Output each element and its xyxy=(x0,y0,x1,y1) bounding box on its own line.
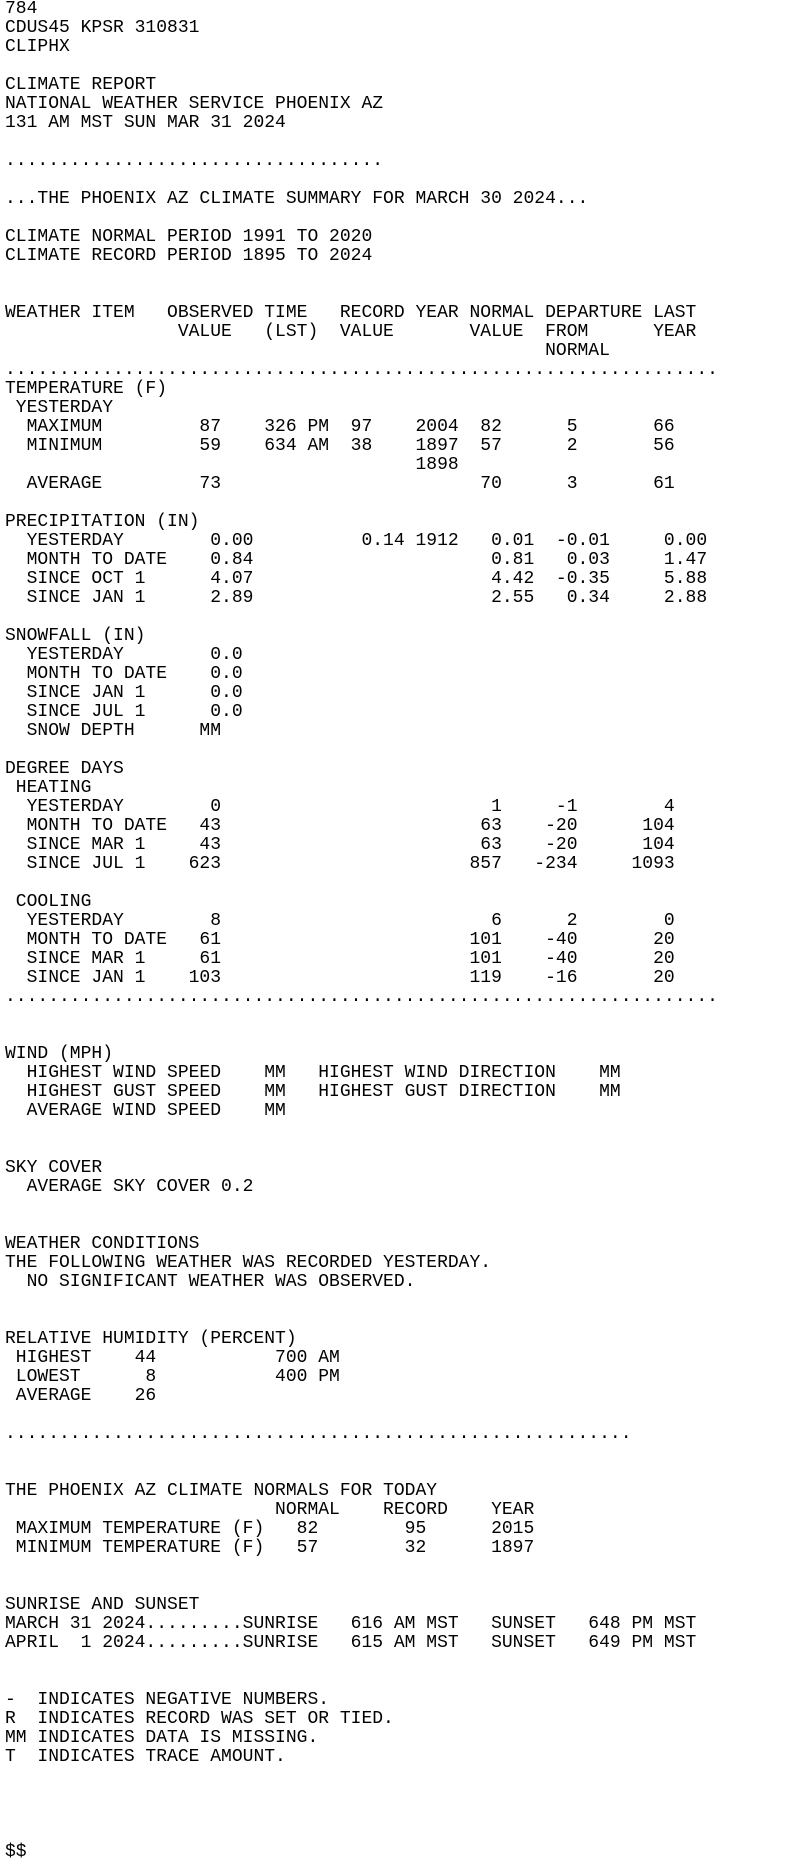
report-line: SUNRISE AND SUNSET xyxy=(5,1595,200,1615)
report-line xyxy=(5,1577,718,1596)
report-line: MINIMUM TEMPERATURE (F) 57 32 1897 xyxy=(5,1538,535,1558)
report-line: RELATIVE HUMIDITY (PERCENT) xyxy=(5,1329,297,1349)
report-line: .................................................................. xyxy=(5,987,718,1007)
report-line xyxy=(5,1406,718,1425)
report-line xyxy=(5,1026,718,1045)
report-line: DEGREE DAYS xyxy=(5,759,124,779)
report-line: THE PHOENIX AZ CLIMATE NORMALS FOR TODAY xyxy=(5,1481,438,1501)
report-line: HIGHEST WIND SPEED MM HIGHEST WIND DIRECTION MM xyxy=(5,1063,621,1083)
report-line: HIGHEST 44 700 AM xyxy=(5,1348,340,1368)
report-line xyxy=(5,874,718,893)
report-line: CDUS45 KPSR 310831 xyxy=(5,18,200,38)
report-line: SINCE OCT 1 4.07 4.42 -0.35 5.88 xyxy=(5,569,708,589)
report-line: SINCE MAR 1 43 63 -20 104 xyxy=(5,835,675,855)
report-line: NORMAL RECORD YEAR xyxy=(5,1500,535,1520)
report-line: SNOW DEPTH MM xyxy=(5,721,222,741)
report-line: WIND (MPH) xyxy=(5,1044,114,1064)
report-line xyxy=(5,171,718,190)
report-line: YESTERDAY 0 1 -1 4 xyxy=(5,797,675,817)
report-line: YESTERDAY xyxy=(5,398,114,418)
report-line: HIGHEST GUST SPEED MM HIGHEST GUST DIRECTION MM xyxy=(5,1082,621,1102)
report-line xyxy=(5,494,718,513)
report-line: SINCE JAN 1 0.0 xyxy=(5,683,243,703)
report-line xyxy=(5,1805,718,1824)
report-line: MAXIMUM TEMPERATURE (F) 82 95 2015 xyxy=(5,1519,535,1539)
report-line: YESTERDAY 0.0 xyxy=(5,645,243,665)
report-line: AVERAGE 26 xyxy=(5,1386,157,1406)
report-line xyxy=(5,1824,718,1843)
report-line: CLIMATE RECORD PERIOD 1895 TO 2024 xyxy=(5,246,373,266)
report-line: NATIONAL WEATHER SERVICE PHOENIX AZ xyxy=(5,94,384,114)
report-line: ................................... xyxy=(5,151,384,171)
report-line: SINCE JUL 1 623 857 -234 1093 xyxy=(5,854,675,874)
report-line: SKY COVER xyxy=(5,1158,103,1178)
report-line xyxy=(5,1786,718,1805)
report-line xyxy=(5,1558,718,1577)
climate-report-text xyxy=(5,0,718,1862)
report-line: SINCE JUL 1 0.0 xyxy=(5,702,243,722)
report-line xyxy=(5,1653,718,1672)
report-line: .......................................................... xyxy=(5,1424,632,1444)
report-line xyxy=(5,1121,718,1140)
report-line: HEATING xyxy=(5,778,92,798)
report-line: CLIMATE NORMAL PERIOD 1991 TO 2020 xyxy=(5,227,373,247)
report-line: WEATHER CONDITIONS xyxy=(5,1234,200,1254)
report-line: MONTH TO DATE 0.0 xyxy=(5,664,243,684)
report-line xyxy=(5,1216,718,1235)
report-line: ...THE PHOENIX AZ CLIMATE SUMMARY FOR MARCH 30 2024... xyxy=(5,189,589,209)
report-line xyxy=(5,1197,718,1216)
report-line: CLIPHX xyxy=(5,37,70,57)
report-line: APRIL 1 2024.........SUNRISE 615 AM MST SUNSET 649 PM MST xyxy=(5,1633,697,1653)
report-line xyxy=(5,1007,718,1026)
report-line xyxy=(5,266,718,285)
report-line: AVERAGE 73 70 3 61 xyxy=(5,474,675,494)
report-line: MONTH TO DATE 61 101 -40 20 xyxy=(5,930,675,950)
report-line: 131 AM MST SUN MAR 31 2024 xyxy=(5,113,286,133)
report-line: MONTH TO DATE 43 63 -20 104 xyxy=(5,816,675,836)
report-line: - INDICATES NEGATIVE NUMBERS. xyxy=(5,1690,330,1710)
report-line: SINCE JAN 1 2.89 2.55 0.34 2.88 xyxy=(5,588,708,608)
report-line xyxy=(5,209,718,228)
report-line xyxy=(5,608,718,627)
report-line: WEATHER ITEM OBSERVED TIME RECORD YEAR NORMAL DEPARTURE LAST xyxy=(5,303,697,323)
report-line xyxy=(5,1292,718,1311)
report-line: 1898 xyxy=(5,455,459,475)
report-line: NORMAL xyxy=(5,341,610,361)
report-line xyxy=(5,285,718,304)
report-line: .................................................................. xyxy=(5,360,718,380)
report-line: MM INDICATES DATA IS MISSING. xyxy=(5,1728,319,1748)
report-line: THE FOLLOWING WEATHER WAS RECORDED YESTERDAY. xyxy=(5,1253,492,1273)
report-line: MINIMUM 59 634 AM 38 1897 57 2 56 xyxy=(5,436,675,456)
report-line: SINCE MAR 1 61 101 -40 20 xyxy=(5,949,675,969)
report-line: SINCE JAN 1 103 119 -16 20 xyxy=(5,968,675,988)
report-line: YESTERDAY 8 6 2 0 xyxy=(5,911,675,931)
report-line: CLIMATE REPORT xyxy=(5,75,157,95)
report-line: PRECIPITATION (IN) xyxy=(5,512,200,532)
report-line: YESTERDAY 0.00 0.14 1912 0.01 -0.01 0.00 xyxy=(5,531,708,551)
report-line: R INDICATES RECORD WAS SET OR TIED. xyxy=(5,1709,394,1729)
report-line xyxy=(5,1444,718,1463)
report-line xyxy=(5,57,718,76)
report-line xyxy=(5,741,718,760)
report-line: AVERAGE SKY COVER 0.2 xyxy=(5,1177,254,1197)
report-line xyxy=(5,133,718,152)
report-line: 784 xyxy=(5,0,38,19)
report-line: TEMPERATURE (F) xyxy=(5,379,168,399)
report-line xyxy=(5,1672,718,1691)
report-line: MARCH 31 2024.........SUNRISE 616 AM MST SUNSET 648 PM MST xyxy=(5,1614,697,1634)
report-line: LOWEST 8 400 PM xyxy=(5,1367,340,1387)
report-line: NO SIGNIFICANT WEATHER WAS OBSERVED. xyxy=(5,1272,416,1292)
report-line: VALUE (LST) VALUE VALUE FROM YEAR xyxy=(5,322,697,342)
report-line xyxy=(5,1463,718,1482)
report-line: COOLING xyxy=(5,892,92,912)
report-line: MONTH TO DATE 0.84 0.81 0.03 1.47 xyxy=(5,550,708,570)
report-line: $$ xyxy=(5,1842,27,1862)
report-line: MAXIMUM 87 326 PM 97 2004 82 5 66 xyxy=(5,417,675,437)
report-line: T INDICATES TRACE AMOUNT. xyxy=(5,1747,286,1767)
report-line xyxy=(5,1767,718,1786)
report-line: AVERAGE WIND SPEED MM xyxy=(5,1101,286,1121)
report-line xyxy=(5,1311,718,1330)
report-line: SNOWFALL (IN) xyxy=(5,626,146,646)
report-line xyxy=(5,1140,718,1159)
